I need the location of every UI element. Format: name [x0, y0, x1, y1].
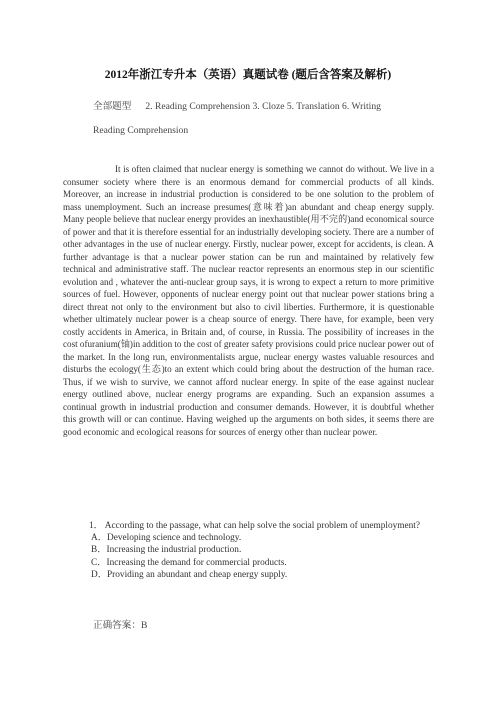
option-c: C．Increasing the demand for commercial products. [91, 557, 287, 568]
option-a: A．Developing science and technology. [91, 533, 242, 544]
question-types-label: 全部题型 [93, 101, 132, 112]
option-d: D．Providing an abundant and cheap energy supply. [91, 569, 288, 580]
document-title: 2012年浙江专升本（英语）真题试卷 (题后含答案及解析) [104, 69, 392, 81]
question-block [63, 520, 434, 581]
section-heading: Reading Comprehension [93, 125, 189, 136]
correct-answer: 正确答案：B [93, 620, 148, 631]
question-types-line [93, 98, 381, 112]
reading-passage: It is often claimed that nuclear energy is something we cannot do without. We live in a consumer society where there is an enormous demand for commercial products of all kinds. Moreover, an increase in industrial production is considered to be one solution to the problem of mass unemployment. Such an increase presumes(意味着)an abundant and cheap energy supply. Many people believe that nuclear energy provides an inexhaustible(用不完的)and economical source of power and that it is therefore essential for an industrially developing society. There are a number of other advantages in the use of nuclear energy. Firstly, nuclear power, except for accidents, is clean. A further advantage is that a nuclear power station can be run and maintained by relatively few technical and administrative staff. The nuclear reactor represents an enormous step in our scientific evolution and , whatever the anti-nuclear group says, it is wrong to expect a return to more primitive sources of fuel. However, opponents of nuclear energy point out that nuclear power stations bring a direct threat not only to the environment but also to civil liberties. Furthermore, it is questionable whether ultimately nuclear power is a cheap source of energy. There have, for example, been very costly accidents in America, in Britain and, of course, in Russia. The possibility of increases in the cost ofuranium(铀)in addition to the cost of greater safety provisions could price nuclear power out of the market. In the long run, environmentalists argue, nuclear energy wastes valuable resources and disturbs the ecology(生态)to an extent which could bring about the destruction of the human race. Thus, if we wish to survive, we cannot afford nuclear energy. In spite of the ease against nuclear energy outlined above, nuclear energy programs are expanding. Such an expansion assumes a continual growth in industrial production and consumer demands. However, it is doubtful whether this growth will or can continue. Having weighed up the arguments on both sides, it seems there are good economic and ecological reasons for sources of energy other than nuclear power. [63, 164, 434, 437]
question-types-list: 2. Reading Comprehension 3. Cloze 5. Translation 6. Writing [145, 101, 381, 112]
option-b: B．Increasing the industrial production. [91, 545, 242, 556]
question-stem: 1． According to the passage, what can help solve the social problem of unemployment? [89, 521, 420, 531]
answer-options [63, 532, 434, 581]
